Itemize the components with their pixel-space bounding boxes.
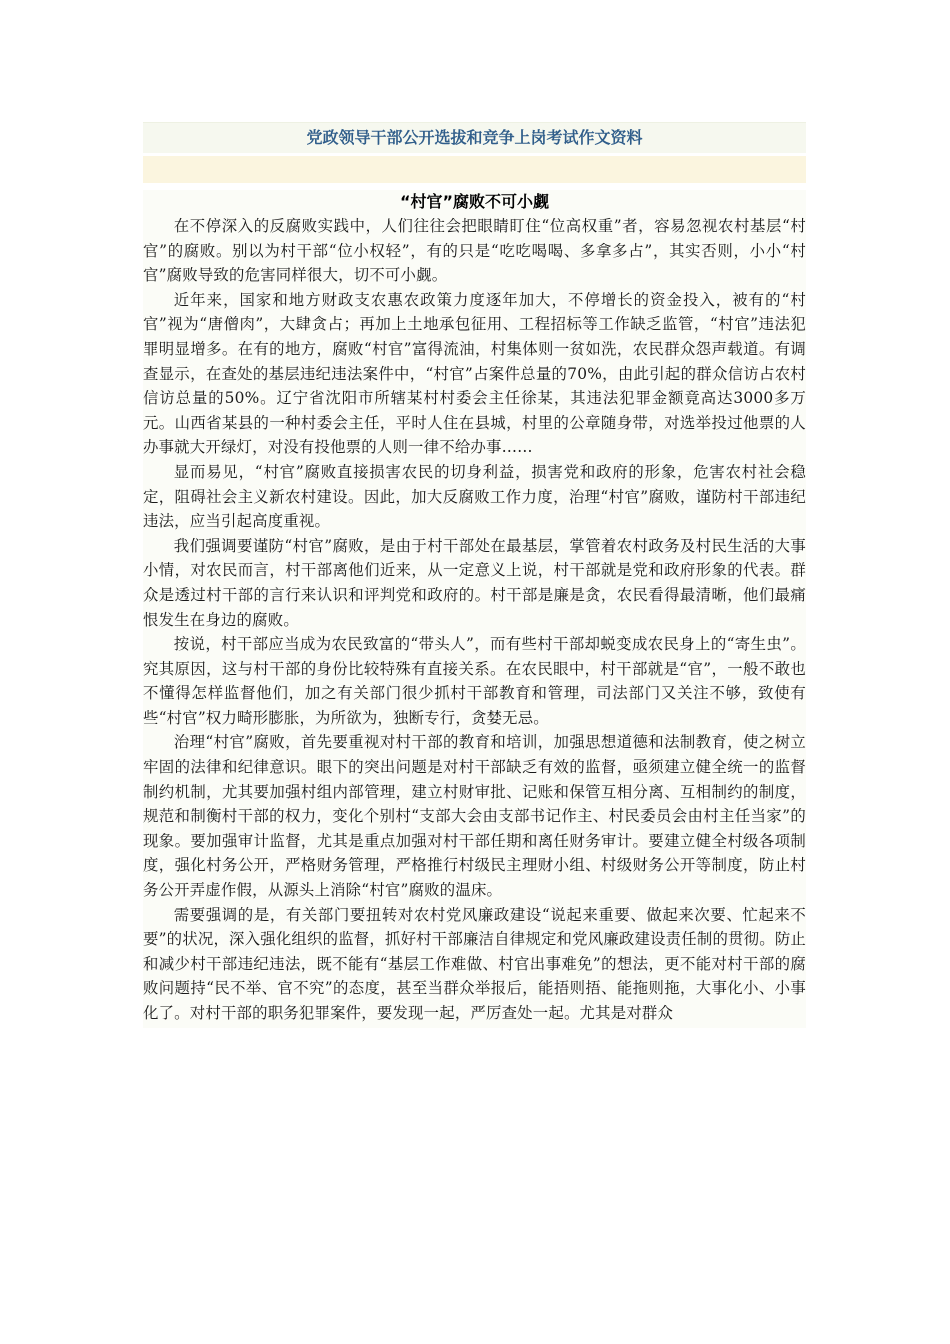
article-paragraph-5: 按说，村干部应当成为农民致富的“带头人”，而有些村干部却蜕变成农民身上的“寄生虫”。究其原因，这与村干部的身份比较特殊有直接关系。在农民眼中，村干部就是“官”，一般不敢也不懂得怎样监督他们，加之有关部门很少抓村干部教育和管理，司法部门又关注不够，致使有些“村官”权力畸形膨胀，为所欲为，独断专行，贪婪无忌。 <box>143 635 806 727</box>
article-paragraph-6: 治理“村官”腐败，首先要重视对村干部的教育和培训，加强思想道德和法制教育，使之树立牢固的法律和纪律意识。眼下的突出问题是对村干部缺乏有效的监督，亟须建立健全统一的监督制约机制，尤其要加强村组内部管理，建立村财审批、记账和保管互相分离、互相制约的制度，规范和制衡村干部的权力，变化个别村“支部大会由支部书记作主、村民委员会由村主任当家”的现象。要加强审计监督，尤其是重点加强对村干部任期和离任财务审计。要建立健全村级各项制度，强化村务公开，严格财务管理，严格推行村级民主理财小组、村级财务公开等制度，防止村务公开弄虚作假，从源头上消除“村官”腐败的温床。 <box>143 733 806 900</box>
article-paragraph-2: 近年来，国家和地方财政支农惠农政策力度逐年加大，不停增长的资金投入，被有的“村官”视为“唐僧肉”，大肆贪占；再加上土地承包征用、工程招标等工作缺乏监管，“村官”违法犯罪明显增多。在有的地方，腐败“村官”富得流油，村集体则一贫如洗，农民群众怨声载道。有调查显示，在查处的基层违纪违法案件中，“村官”占案件总量的70%，由此引起的群众信访占农村信访总量的50%。辽宁省沈阳市所辖某村村委会主任徐某，其违法犯罪金额竟高达3000多万元。山西省某县的一种村委会主任，平时人住在县城，村里的公章随身带，对选举投过他票的人办事就大开绿灯，对没有投他票的人则一律不给办事…… <box>143 290 806 457</box>
article-title: “村官”腐败不可小觑 <box>399 192 550 211</box>
article-paragraph-7: 需要强调的是，有关部门要扭转对农村党风廉政建设“说起来重要、做起来次要、忙起来不要”的状况，深入强化组织的监督，抓好村干部廉洁自律规定和党风廉政建设责任制的贯彻。防止和减少村干部违纪违法，既不能有“基层工作难做、村官出事难免”的想法，更不能对村干部的腐败问题持“民不举、官不究”的态度，甚至当群众举报后，能捂则捂、能拖则拖，大事化小、小事化了。对村干部的职务犯罪案件，要发现一起，严厉查处一起。尤其是对群众 <box>143 905 806 1022</box>
header-spacer-band <box>143 156 806 183</box>
document-header <box>143 122 806 153</box>
document-page <box>143 122 806 1028</box>
article-paragraph-3: 显而易见，“村官”腐败直接损害农民的切身利益，损害党和政府的形象，危害农村社会稳定，阻碍社会主义新农村建设。因此，加大反腐败工作力度，治理“村官”腐败，谨防村干部违纪违法，应当引起高度重视。 <box>143 462 806 531</box>
article-paragraph-1: 在不停深入的反腐败实践中，人们往往会把眼睛盯住“位高权重”者，容易忽视农村基层“村官”的腐败。别以为村干部“位小权轻”，有的只是“吃吃喝喝、多拿多占”，其实否则，小小“村官”腐败导致的危害同样很大，切不可小觑。 <box>143 217 806 285</box>
header-title: 党政领导干部公开选拔和竞争上岗考试作文资料 <box>306 128 643 147</box>
article-paragraph-4: 我们强调要谨防“村官”腐败，是由于村干部处在最基层，掌管着农村政务及村民生活的大事小情，对农民而言，村干部离他们近来，从一定意义上说，村干部就是党和政府形象的代表。群众是透过村干部的言行来认识和评判党和政府的。村干部是廉是贪，农民看得最清晰，他们最痛恨发生在身边的腐败。 <box>143 536 806 629</box>
article-body <box>143 190 806 1028</box>
